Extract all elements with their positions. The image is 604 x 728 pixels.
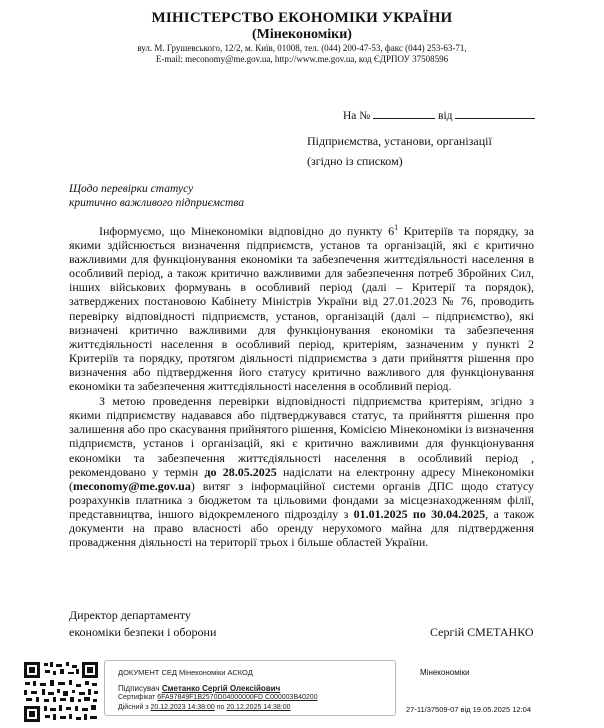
subject-line: критично важливого підприємства bbox=[69, 197, 245, 209]
signer-role: Директор департаменту bbox=[69, 608, 191, 622]
reference-date-blank bbox=[455, 108, 535, 119]
stamp-validity: Дійсний з 20.12.2023 14:38:00 по 20.12.2025 14:38:00 bbox=[118, 704, 291, 711]
reference-number-label: На № bbox=[343, 110, 371, 122]
ministry-short-name: (Мінекономіки) bbox=[252, 27, 352, 42]
reference-date-label: від bbox=[438, 110, 453, 122]
registration-number: 27-11/37509-07 від 19.05.2025 12:04 bbox=[406, 705, 531, 714]
recipient-note: (згідно із списком) bbox=[307, 154, 403, 168]
signer-department: економіки безпеки і оборони bbox=[69, 625, 217, 639]
deadline: до 28.05.2025 bbox=[204, 464, 277, 479]
ministry-contacts: E-mail: meconomy@me.gov.ua, http://www.me.gov.ua, код ЄДРПОУ 37508596 bbox=[155, 54, 449, 64]
ministry-address: вул. М. Грушевського, 12/2, м. Київ, 01008, тел. (044) 200-47-53, факс (044) 253-63-71, bbox=[137, 43, 467, 53]
ministry-title: МІНІСТЕРСТВО ЕКОНОМІКИ УКРАЇНИ bbox=[151, 10, 453, 26]
reference-line bbox=[343, 108, 573, 122]
period: 01.01.2025 по 30.04.2025 bbox=[353, 506, 486, 521]
body-paragraph: Інформуємо, що Мінекономіки відповідно до пункту $6^1$ Критеріїв та порядку, за якими здійснюється визначення підприємств, установ та організацій, які є критично важливими для функціонування економіки та забезпечення життєдіяльності населення в особливий період, а також критично важливими для забезпечення потреб Збройних Сил, інших військових формувань в особливий період (далі – Критерії та порядок), затверджених постановою Кабінету Міністрів України від 27.01.2023 № 76, проводить перевірку відповідності підприємств, установ, організацій (далі – підприємство), які визначені критично важливими для функціонування економіки та забезпечення життєдіяльності населення в особливий період, критеріям, зазначеним у пункті 2 Критеріїв та порядку, протягом діяльності підприємства з дати прийняття рішення про визначення або підтвердження його статусу критично важливого для функціонування економіки та забезпечення життєдіяльності населення в особливий період. bbox=[69, 223, 534, 394]
email-link[interactable]: meconomy@me.gov.ua bbox=[73, 478, 191, 493]
registration-org: Мінекономіки bbox=[420, 668, 470, 677]
qr-code bbox=[22, 660, 100, 724]
stamp-signer: Підписувач Сметанко Сергій Олексійович bbox=[118, 684, 281, 693]
reference-number-blank bbox=[373, 108, 435, 119]
stamp-title: ДОКУМЕНТ СЕД Мінекономіки АСКОД bbox=[118, 668, 253, 677]
signer-name: Сергій СМЕТАНКО bbox=[430, 625, 534, 639]
subject-line: Щодо перевірки статусу bbox=[69, 183, 194, 195]
stamp-certificate: Сертифікат 6FA97849F1B2570D04000000FD C000003B40200 bbox=[118, 694, 318, 701]
body-paragraph: З метою проведення перевірки відповідності підприємства критеріям, згідно з якими підприємству надавався або підтверджувався статус, та прийняття рішення про залишення або про скасування прийнятого рішення, Комісією Мінекономіки із визначення підприємств, установ і організацій, які є критично важливими для функціонування економіки та забезпечення життєдіяльності населення в особливий період , рекомендовано у термін до 28.05.2025 надіслати на електронну адресу Мінекономіки (meconomy@me.gov.ua) витяг з інформаційної системи органів ДПС щодо статусу розрахунків платника з бюджетом та цільовими фондами за місцезнаходженням філії, представництва, іншого відокремленого підрозділу з 01.01.2025 по 30.04.2025, а також документи на право власності або оренду нерухомого майна для підтвердження провадження діяльності на території трьох і більше областей України. bbox=[69, 394, 534, 550]
letter-body bbox=[69, 224, 534, 549]
recipient-line: Підприємства, установи, організації bbox=[307, 134, 492, 148]
